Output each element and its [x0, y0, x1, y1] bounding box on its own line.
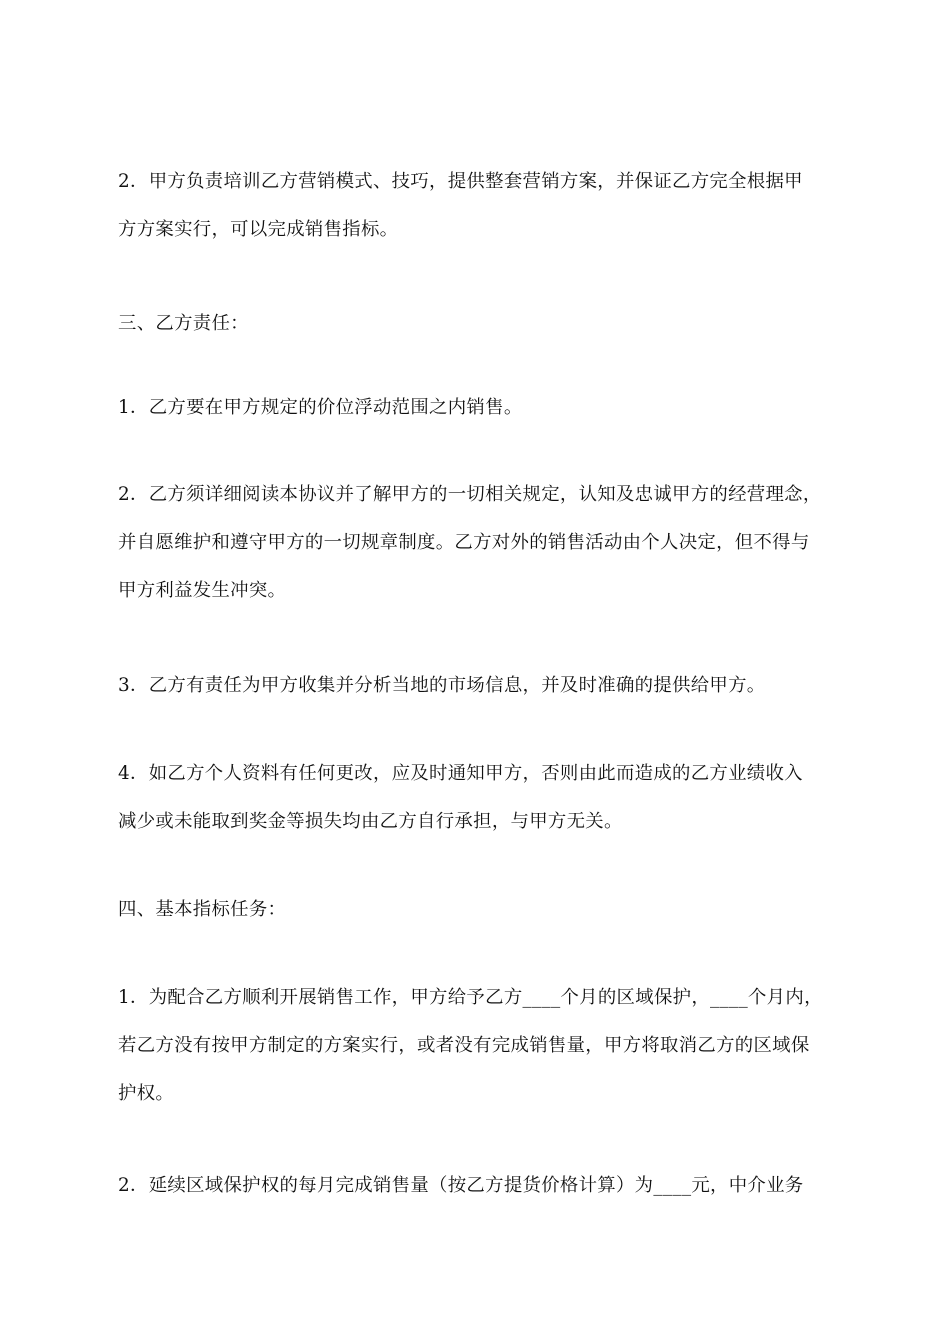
section-heading-party-b-responsibility: [118, 300, 838, 348]
text-line: 并自愿维护和遵守甲方的一切规章制度。乙方对外的销售活动由个人决定，但不得与: [118, 532, 810, 553]
text-line: 3．乙方有责任为甲方收集并分析当地的市场信息，并及时准确的提供给甲方。: [118, 675, 766, 696]
text-line: 护权。: [118, 1083, 175, 1104]
text-line: 三、乙方责任：: [118, 313, 249, 334]
text-line: 1．为配合乙方顺利开展销售工作，甲方给予乙方____个月的区域保护，____个月内，: [118, 987, 823, 1008]
text-line: 1．乙方要在甲方规定的价位浮动范围之内销售。: [118, 397, 523, 418]
text-line: 2．甲方负责培训乙方营销模式、技巧，提供整套营销方案，并保证乙方完全根据甲: [118, 171, 803, 192]
clause-2-read-agreement: [118, 471, 838, 615]
text-line: 2．乙方须详细阅读本协议并了解甲方的一切相关规定，认知及忠诚甲方的经营理念，: [118, 484, 822, 505]
clause-1-price-range: [118, 384, 838, 432]
text-line: 方方案实行，可以完成销售指标。: [118, 219, 399, 240]
text-line: 4．如乙方个人资料有任何更改，应及时通知甲方，否则由此而造成的乙方业绩收入: [118, 763, 803, 784]
text-line: 减少或未能取到奖金等损失均由乙方自行承担，与甲方无关。: [118, 811, 623, 832]
clause-2-monthly-sales: [118, 1162, 838, 1210]
clause-4-personal-info: [118, 750, 838, 846]
text-line: 四、基本指标任务：: [118, 899, 287, 920]
text-line: 2．延续区域保护权的每月完成销售量（按乙方提货价格计算）为____元，中介业务: [118, 1175, 804, 1196]
section-heading-basic-targets: [118, 886, 838, 934]
clause-2-party-a-training: [118, 158, 838, 254]
clause-1-regional-protection: [118, 974, 838, 1118]
clause-3-market-info: [118, 662, 838, 710]
text-line: 若乙方没有按甲方制定的方案实行，或者没有完成销售量，甲方将取消乙方的区域保: [118, 1035, 810, 1056]
text-line: 甲方利益发生冲突。: [118, 580, 287, 601]
